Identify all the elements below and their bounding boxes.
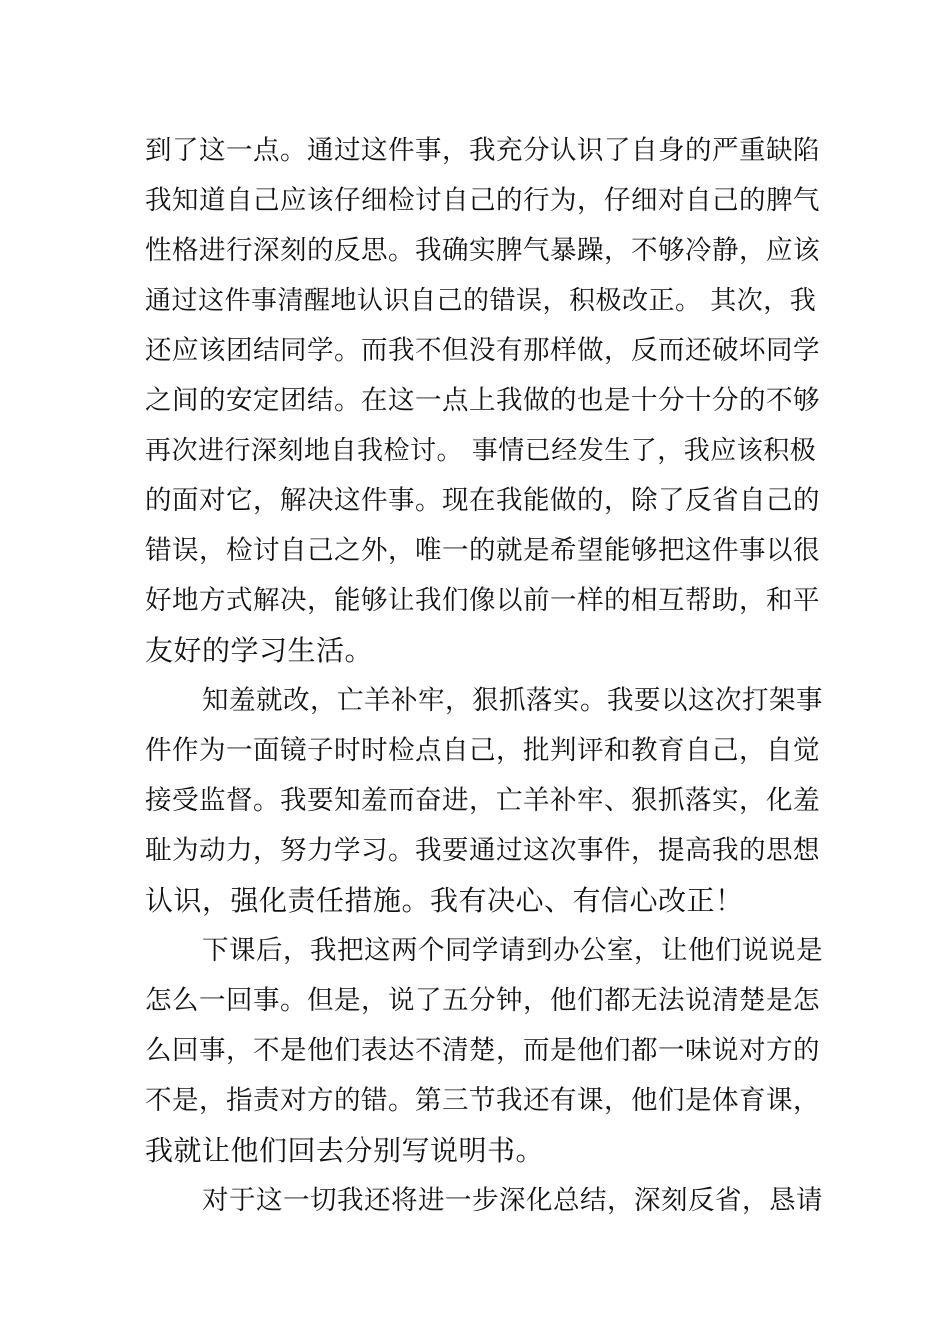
- text-line: 件作为一面镜子时时检点自己，批判评和教育自己，自觉: [145, 735, 820, 766]
- text-line: 么回事，不是他们表达不清楚，而是他们都一味说对方的: [145, 1035, 820, 1066]
- text-line: 的面对它，解决这件事。现在我能做的，除了反省自己的: [145, 485, 820, 516]
- paragraph-first-line: 对于这一切我还将进一步深化总结，深刻反省，恳请: [202, 1185, 823, 1216]
- text-line: 到了这一点。通过这件事，我充分认识了自身的严重缺陷: [145, 135, 820, 166]
- text-line: 之间的安定团结。在这一点上我做的也是十分十分的不够: [145, 385, 820, 416]
- text-line: 不是，指责对方的错。第三节我还有课，他们是体育课，: [145, 1085, 820, 1116]
- text-line: 我知道自己应该仔细检讨自己的行为，仔细对自己的脾气: [145, 185, 820, 216]
- text-line: 性格进行深刻的反思。我确实脾气暴躁，不够冷静，应该: [145, 235, 820, 266]
- text-line: 还应该团结同学。而我不但没有那样做，反而还破坏同学: [145, 335, 820, 366]
- text-line: 好地方式解决，能够让我们像以前一样的相互帮助，和平: [145, 585, 820, 616]
- text-line: 友好的学习生活。: [145, 634, 374, 667]
- text-line: 错误，检讨自己之外，唯一的就是希望能够把这件事以很: [145, 535, 820, 566]
- text-line: 接受监督。我要知羞而奋进，亡羊补牢、狠抓落实，化羞: [145, 785, 820, 816]
- text-line: 通过这件事清醒地认识自己的错误，积极改正。 其次，我: [145, 286, 817, 316]
- text-line: 再次进行深刻地自我检讨。 事情已经发生了，我应该积极: [145, 436, 817, 466]
- paragraph-first-line: 知羞就改，亡羊补牢，狠抓落实。我要以这次打架事: [202, 685, 823, 716]
- text-line: 怎么一回事。但是，说了五分钟，他们都无法说清楚是怎: [145, 985, 820, 1016]
- text-line: 耻为动力，努力学习。我要通过这次事件，提高我的思想: [145, 835, 820, 866]
- text-line: 认识，强化责任措施。我有决心、有信心改正！: [145, 884, 744, 917]
- text-line: 我就让他们回去分别写说明书。: [145, 1134, 545, 1167]
- paragraph-first-line: 下课后，我把这两个同学请到办公室，让他们说说是: [202, 935, 823, 966]
